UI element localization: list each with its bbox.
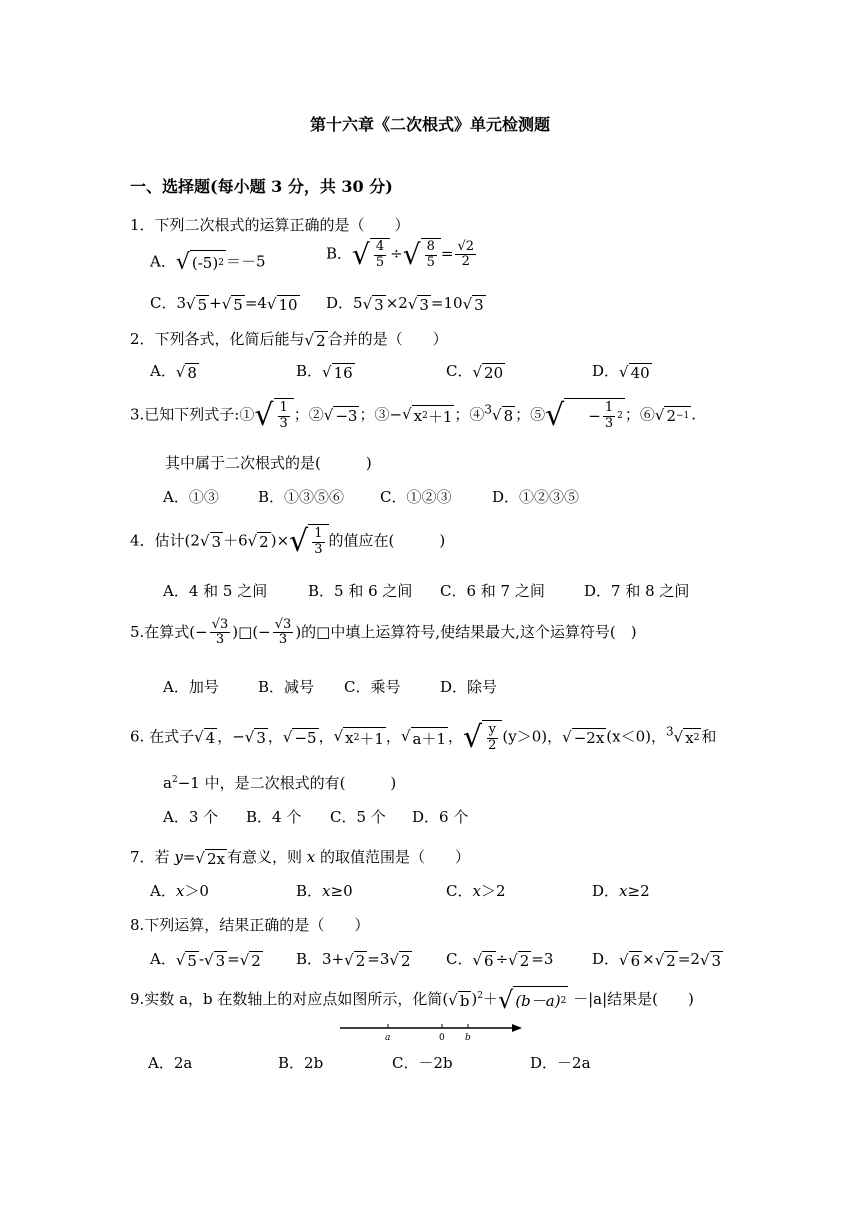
q1-option-b: B． √ $\frac{4}{5}$ ÷ √ $\frac{8}{5}$ = $\frac{√2}{2}$ [326,238,474,271]
q5-option-c: C．乘号 [344,678,401,696]
q3-option-a: A．①③ [163,488,219,506]
q6-option-d: D．6 个 [412,808,469,826]
q5-option-a: A．加号 [163,678,219,696]
q3-option-d: D．①②③⑤ [492,488,580,506]
q4-option-b: B．5 和 6 之间 [308,582,413,600]
q3-option-b: B．①③⑤⑥ [258,488,345,506]
q9-option-a: A．2a [148,1054,193,1072]
question-6: 6. 在式子 √ 4 ，− √ 3 ， √ −5 ， √ x 2 ＋1 ， √ a＋1 ， √ $\frac{y}{2}$ (y＞0)， √ −2x (x＜0)，$^3$ √ x 2 和 [130,720,717,755]
question-3-stem: 其中属于二次根式的是( ) [165,454,372,472]
question-9: 9.实数 a，b 在数轴上的对应点如图所示，化简( √ b )$^2$＋ √ (b－a) 2 －|a|结果是( ) [130,986,694,1014]
page-title: 第十六章《二次根式》单元检测题 [309,115,550,134]
q4-option-a: A．4 和 5 之间 [163,582,268,600]
q4-option-c: C．6 和 7 之间 [440,582,545,600]
section-heading: 一、选择题(每小题 3 分，共 30 分) [130,177,393,196]
question-4: 4．估计(2 √ 3 ＋6 √ 2 )× √ $\frac{1}{3}$ 的值应在( ) [130,524,446,559]
number-line-diagram [336,1020,526,1046]
axis-label-a: a [385,1033,391,1043]
q9-option-d: D．－2a [530,1054,591,1072]
q2-option-c: C． √ 20 [446,362,504,382]
q7-option-d: D．x≥2 [592,882,650,900]
q8-option-c: C． √ 6 ÷ √ 2 =3 [446,950,554,970]
question-8: 8.下列运算，结果正确的是（ ） [130,916,370,934]
q4-option-d: D．7 和 8 之间 [584,582,690,600]
q6-option-b: B．4 个 [246,808,302,826]
question-3: 3.已知下列式子:① √ $\frac{1}{3}$ ；② √ −3 ；③− √ x 2 ＋1 ；④$^3$ √ 8 ；⑤ √ − $\frac{1}{3}$ 2 ；⑥ √ 2 −1 . [130,398,697,433]
q6-option-c: C．5 个 [330,808,386,826]
q9-option-c: C．－2b [392,1054,453,1072]
q8-option-d: D． √ 6 × √ 2 =2 √ 3 [592,950,722,970]
q2-option-a: A． √ 8 [150,362,197,382]
question-1: 1．下列二次根式的运算正确的是（ ） [130,216,410,234]
q1-option-d: D．5 √ 3 ×2 √ 3 =10 √ 3 [326,294,484,314]
q6-option-a: A．3 个 [163,808,219,826]
question-2: 2．下列各式，化简后能与 √ 2 合并的是（ ） [130,330,448,350]
q5-option-d: D．除号 [440,678,498,696]
q8-option-b: B．3+ √ 2 =3 √ 2 [296,950,411,970]
question-6-stem: $a^2-1$ 中，是二次根式的有( ) [163,774,397,792]
q7-option-b: B．x≥0 [296,882,353,900]
axis-label-zero: 0 [439,1033,445,1043]
axis-label-b: b [465,1033,471,1043]
q9-option-b: B．2b [278,1054,324,1072]
q8-option-a: A． √ 5 - √ 3 = √ 2 [150,950,261,970]
q2-option-d: D． √ 40 [592,362,650,382]
q1-option-a: A． √ (-5) 2 ＝－5 [150,250,266,275]
q1-option-c: C．3 √ 5 + √ 5 =4 √ 10 [150,294,298,314]
question-5: 5.在算式(− $\frac{√3}{3}$ )□(− $\frac{√3}{3}$ )的□中填上运算符号,使结果最大,这个运算符号( ) [130,617,637,648]
question-7: 7．若 y= √ 2x 有意义，则 x 的取值范围是（ ） [130,848,470,868]
q5-option-b: B．减号 [258,678,315,696]
q3-option-c: C．①②③ [380,488,452,506]
q2-option-b: B． √ 16 [296,362,353,382]
q7-option-c: C．x＞2 [446,882,506,900]
q7-option-a: A．x＞0 [150,882,209,900]
